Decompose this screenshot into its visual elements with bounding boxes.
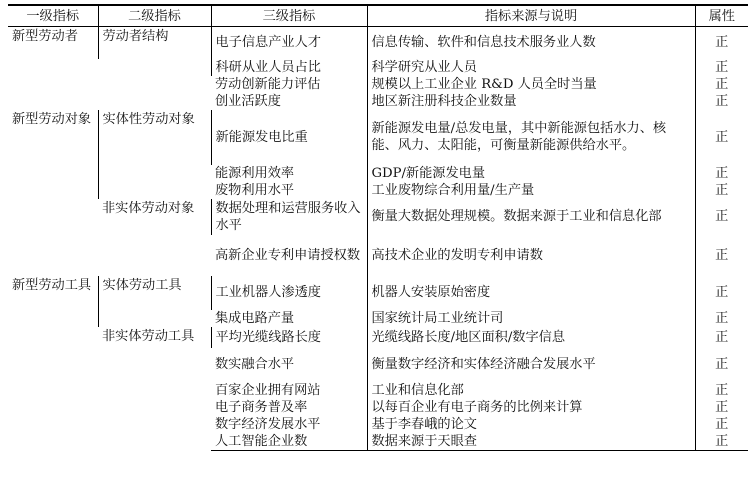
- table-body: [8, 27, 748, 451]
- level3-indicator: 百家企业拥有网站: [215, 382, 321, 398]
- table-row: [8, 27, 748, 59]
- level3-indicator: 人工智能企业数: [211, 433, 367, 451]
- level3-indicator: 工业机器人渗透度: [211, 276, 367, 310]
- table-row: [8, 327, 748, 348]
- indicator-source: 地区新注册科技企业数量: [367, 93, 695, 110]
- level2-indicator: [98, 59, 211, 110]
- indicator-source: 光缆线路长度/地区面积/数字信息: [367, 327, 695, 348]
- indicator-attribute: 正: [695, 310, 748, 327]
- level3-indicator: 劳动创新能力评估: [215, 76, 321, 92]
- level2-indicator: 非实体劳动对象: [102, 200, 195, 216]
- indicator-attribute: 正: [695, 199, 748, 235]
- indicator-source: 衡量数字经济和实体经济融合发展水平: [367, 348, 695, 382]
- level3-indicator: 新能源发电比重: [211, 110, 367, 165]
- header-attribute: 属性: [695, 5, 748, 27]
- level3-indicator: 高新企业专利申请授权数: [215, 247, 361, 263]
- level3-indicator: 平均光缆线路长度: [211, 327, 367, 348]
- level3-indicator: 电子商务普及率: [215, 399, 308, 415]
- indicator-attribute: 正: [695, 276, 748, 310]
- indicator-source: 工业和信息化部: [367, 382, 695, 399]
- table-row: [8, 199, 748, 235]
- table-header: [8, 5, 748, 27]
- indicator-source: 衡量大数据处理规模。数据来源于工业和信息化部: [367, 199, 695, 235]
- indicator-source: 国家统计局工业统计司: [367, 310, 695, 327]
- level3-indicator: 能源利用效率: [215, 165, 295, 181]
- indicator-source: 工业废物综合利用量/生产量: [367, 182, 695, 199]
- indicator-attribute: 正: [695, 433, 748, 451]
- indicator-source: 规模以上工业企业 R&D 人员全时当量: [367, 76, 695, 93]
- indicator-attribute: 正: [695, 235, 748, 276]
- indicator-source: 高技术企业的发明专利申请数: [367, 235, 695, 276]
- level2-indicator: 实体性劳动对象: [98, 110, 211, 199]
- indicator-source: 以每百企业有电子商务的比例来计算: [367, 399, 695, 416]
- indicator-source: 信息传输、软件和信息技术服务业人数: [367, 27, 695, 59]
- level1-indicator: 新型劳动工具: [12, 277, 92, 293]
- indicator-attribute: 正: [695, 59, 748, 76]
- indicator-attribute: 正: [695, 76, 748, 93]
- table-row: [8, 59, 748, 76]
- indicator-attribute: 正: [695, 399, 748, 416]
- level3-indicator: 电子信息产业人才: [211, 27, 367, 59]
- level2-indicator: 实体劳动工具: [98, 276, 211, 327]
- level3-indicator: 废物利用水平: [215, 182, 295, 198]
- level1-indicator: 新型劳动者: [12, 29, 78, 44]
- indicator-attribute: 正: [695, 27, 748, 59]
- indicator-source: 基于李春峨的论文: [367, 416, 695, 433]
- level3-indicator: 数据处理和运营服务收入水平: [211, 199, 367, 235]
- indicator-attribute: 正: [695, 382, 748, 399]
- level2-indicator: 非实体劳动工具: [102, 328, 195, 344]
- indicator-attribute: 正: [695, 93, 748, 110]
- level3-indicator: 数实融合水平: [215, 357, 295, 372]
- header-level1: 一级指标: [8, 5, 98, 27]
- indicator-source: GDP/新能源发电量: [367, 165, 695, 182]
- level3-indicator: 数字经济发展水平: [215, 416, 321, 432]
- level3-indicator: 集成电路产量: [215, 310, 295, 326]
- indicator-source: 机器人安装原始密度: [367, 276, 695, 310]
- level2-indicator: 劳动者结构: [98, 27, 211, 59]
- level3-indicator: 创业活跃度: [215, 93, 281, 109]
- table-row: [8, 276, 748, 310]
- indicator-source: 科学研究从业人员: [367, 59, 695, 76]
- indicator-attribute: 正: [695, 348, 748, 382]
- table-row: [8, 110, 748, 165]
- indicator-source: 新能源发电量/总发电量，其中新能源包括水力、核能、风力、太阳能，可衡量新能源供给水平。: [367, 110, 695, 165]
- indicator-attribute: 正: [695, 416, 748, 433]
- indicator-attribute: 正: [695, 327, 748, 348]
- header-level2: 二级指标: [98, 5, 211, 27]
- indicator-attribute: 正: [695, 182, 748, 199]
- indicator-table: [8, 4, 748, 451]
- indicator-source: 数据来源于天眼查: [367, 433, 695, 451]
- indicator-attribute: 正: [695, 110, 748, 165]
- indicator-attribute: 正: [695, 165, 748, 182]
- level3-indicator: 科研从业人员占比: [211, 59, 367, 76]
- header-source: 指标来源与说明: [367, 5, 695, 27]
- level1-indicator: 新型劳动对象: [12, 111, 92, 127]
- header-level3: 三级指标: [211, 5, 367, 27]
